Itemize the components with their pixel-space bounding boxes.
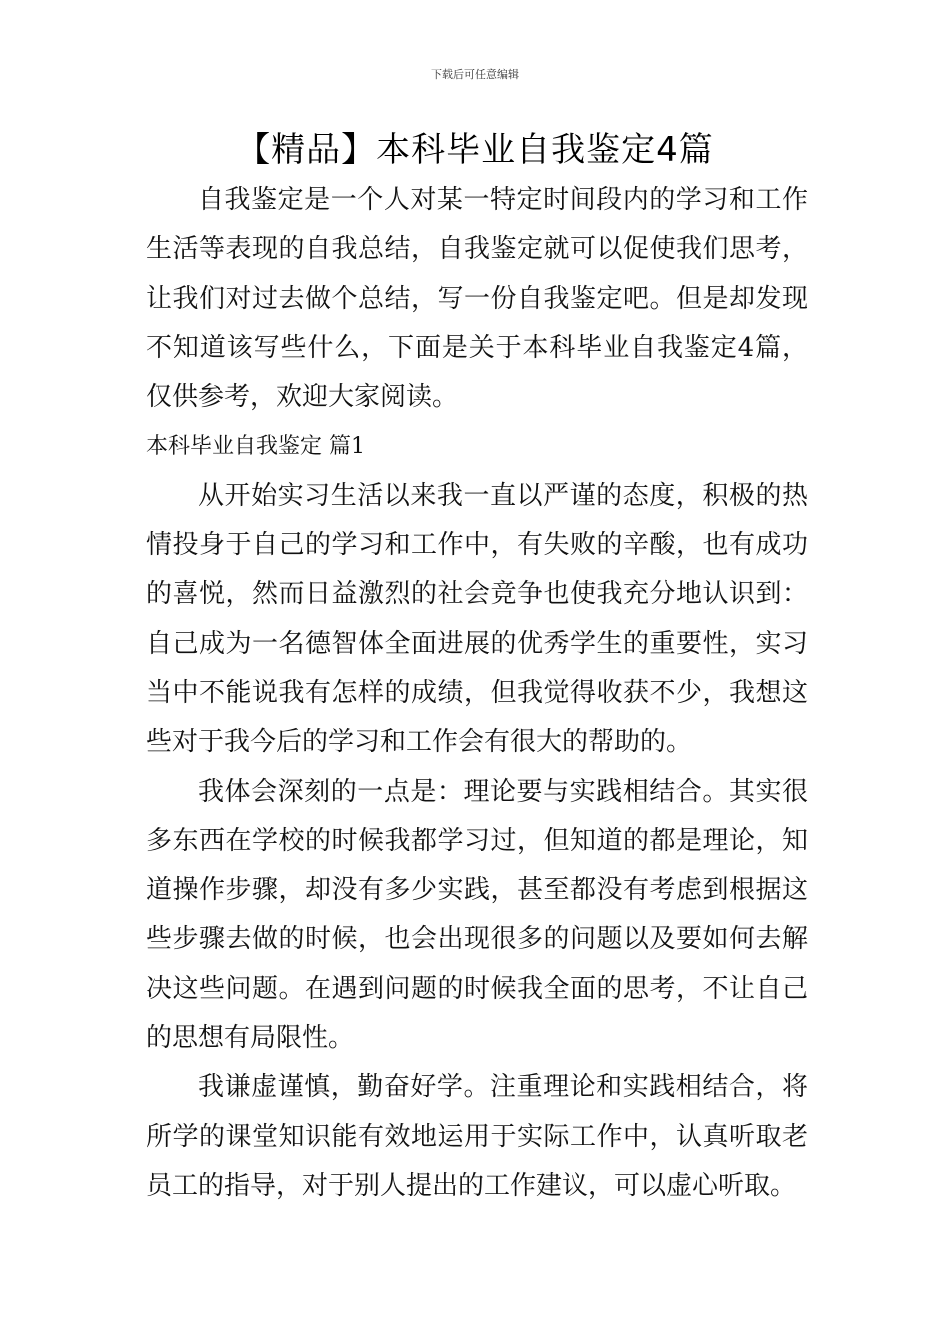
- header-note: 下载后可任意编辑: [431, 68, 519, 81]
- body-paragraph-2: 我体会深刻的一点是：理论要与实践相结合。其实很多东西在学校的时候我都学习过，但知道的都是理论，知道操作步骤，却没有多少实践，甚至都没有考虑到根据这些步骤去做的时候，也会出现很多的问题以及要如何去解决这些问题。在遇到问题的时候我全面的思考，不让自己的思想有局限性。: [146, 776, 808, 1054]
- document-title: 【精品】本科毕业自我鉴定4篇: [236, 130, 714, 170]
- body-paragraph-3: 我谦虚谨慎，勤奋好学。注重理论和实践相结合，将所学的课堂知识能有效地运用于实际工作中，认真听取老员工的指导，对于别人提出的工作建议，可以虚心听取。: [146, 1072, 808, 1201]
- document-body: [146, 176, 808, 1211]
- body-paragraph-1: 从开始实习生活以来我一直以严谨的态度，积极的热情投身于自己的学习和工作中，有失败的辛酸，也有成功的喜悦，然而日益激烈的社会竞争也使我充分地认识到：自己成为一名德智体全面进展的优秀学生的重要性，实习当中不能说我有怎样的成绩，但我觉得收获不少，我想这些对于我今后的学习和工作会有很大的帮助的。: [146, 480, 808, 758]
- intro-paragraph: 自我鉴定是一个人对某一特定时间段内的学习和工作生活等表现的自我总结，自我鉴定就可以促使我们思考，让我们对过去做个总结，写一份自我鉴定吧。但是却发现不知道该写些什么，下面是关于本科毕业自我鉴定4篇，仅供参考，欢迎大家阅读。: [146, 185, 808, 413]
- section-heading: 本科毕业自我鉴定 篇1: [146, 434, 365, 460]
